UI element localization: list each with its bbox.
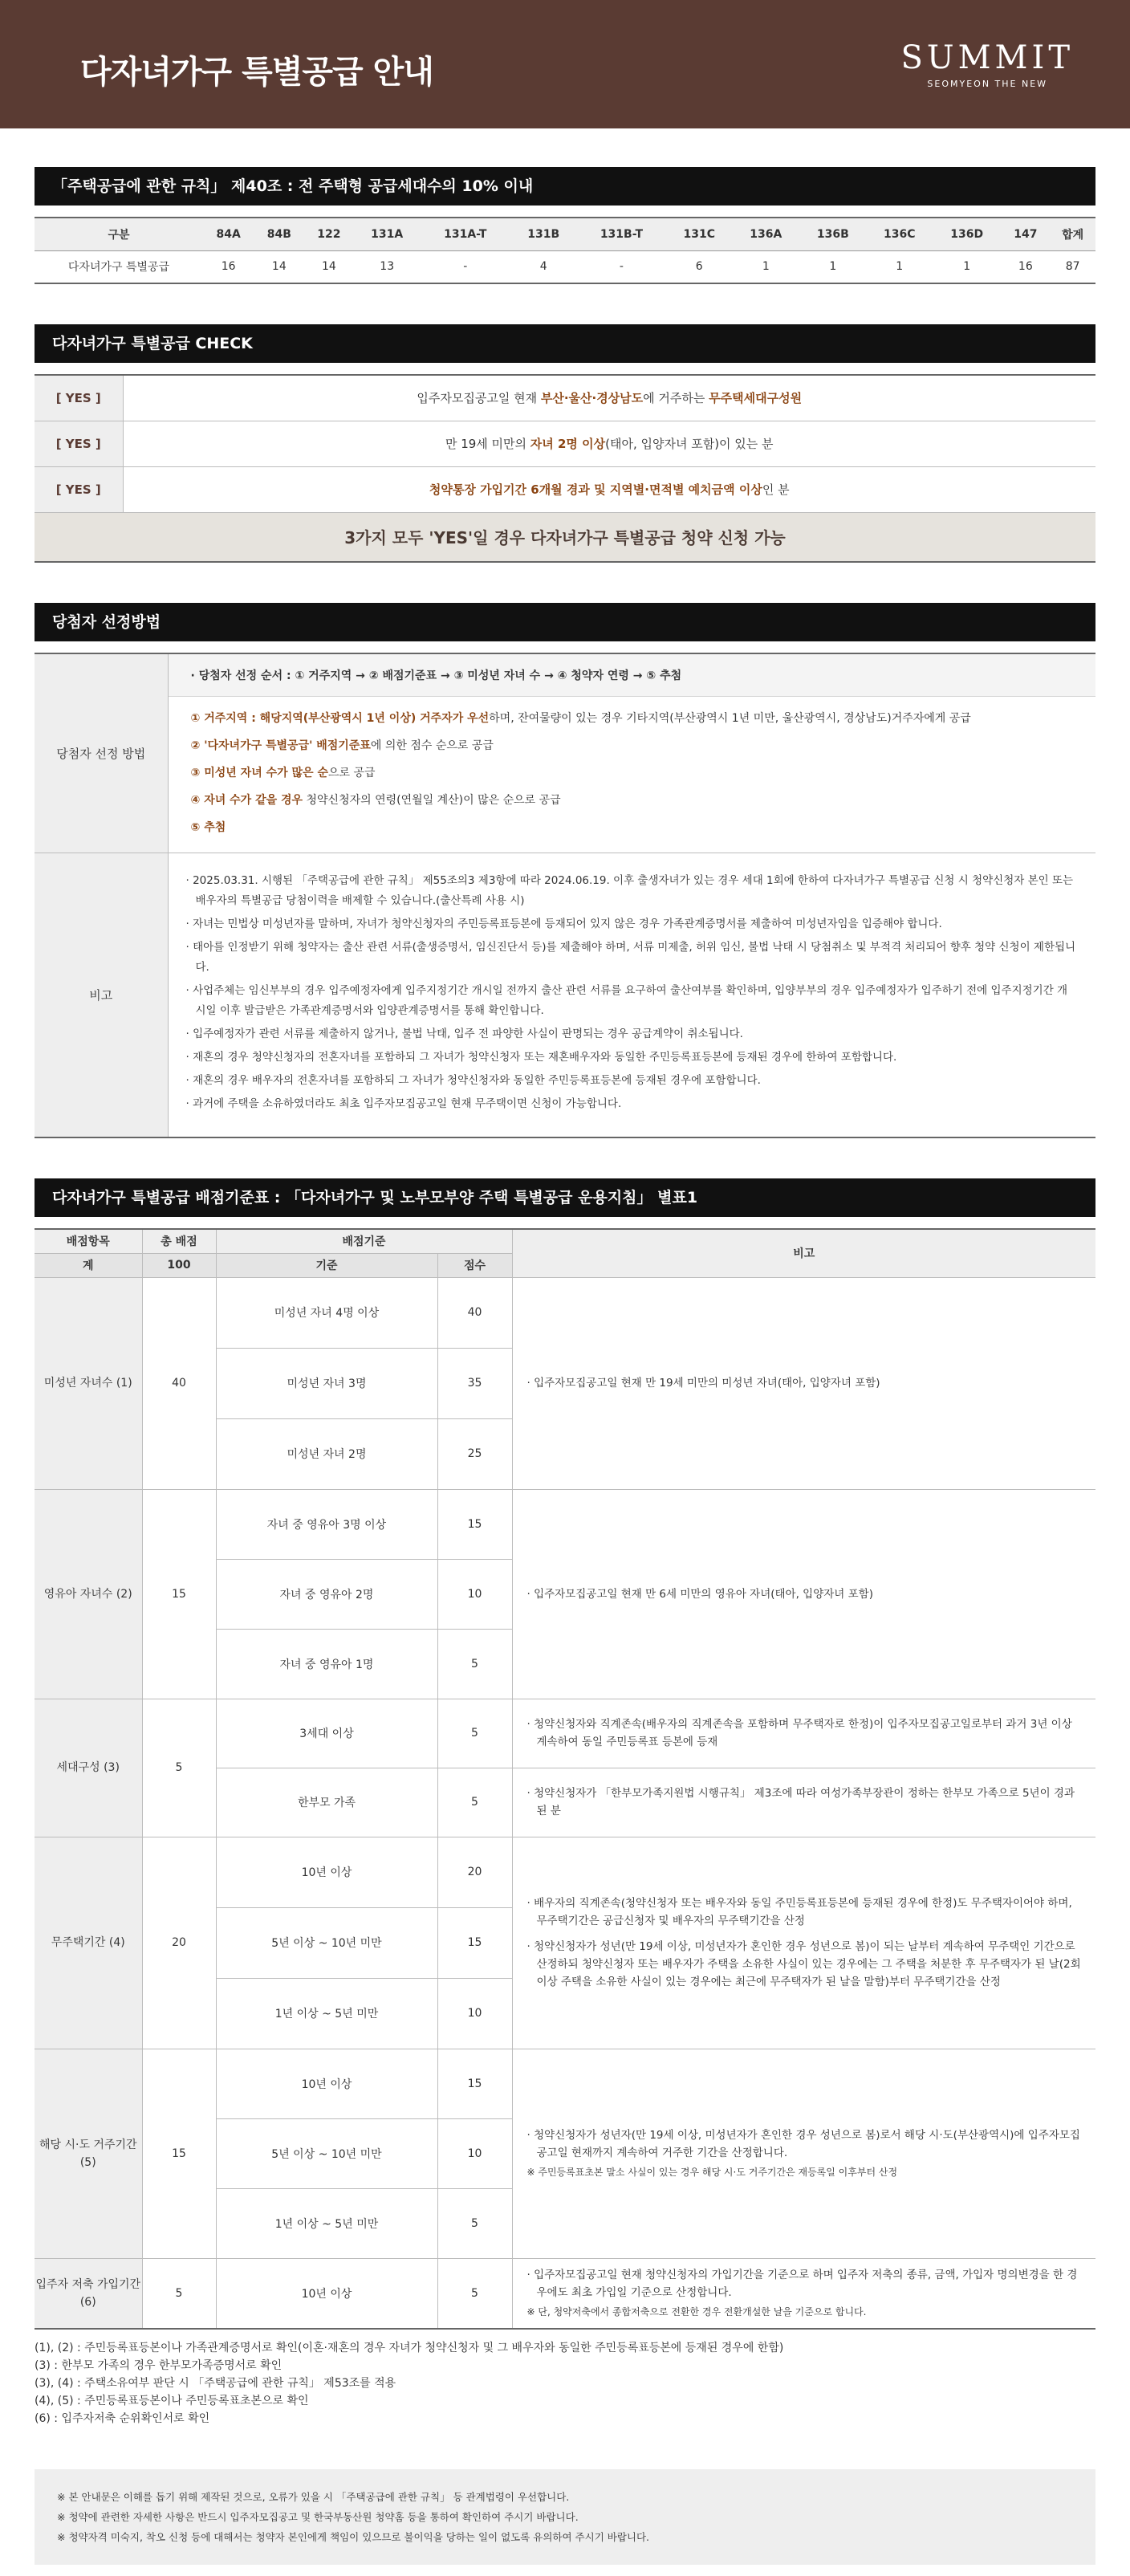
- table-header-cell: 합계: [1050, 218, 1095, 250]
- footnote: (6) : 입주자저축 순위확인서로 확인: [35, 2412, 210, 2425]
- table-header-cell: 계: [35, 1253, 142, 1277]
- yes-tag: [ YES ]: [35, 375, 123, 421]
- total-cell: 40: [142, 1277, 216, 1489]
- total-cell: 5: [142, 1699, 216, 1837]
- total-cell: 5: [142, 2258, 216, 2329]
- table-header-cell: 84A: [203, 218, 254, 250]
- table-header-cell: 비고: [512, 1229, 1095, 1277]
- method-table: [35, 653, 1095, 1138]
- footnote: (3) : 한부모 가족의 경우 한부모가족증명서로 확인: [35, 2359, 282, 2372]
- criterion-cell: 10년 이상: [216, 1837, 437, 1907]
- disclaimer-box: [35, 2469, 1095, 2565]
- table-header-cell: 구분: [35, 218, 203, 250]
- table-row: [35, 2049, 1095, 2118]
- yes-tag: [ YES ]: [35, 421, 123, 466]
- supply-header-row: [35, 218, 1095, 250]
- points-cell: 20: [437, 1837, 512, 1907]
- table-row: [35, 653, 1095, 853]
- points-cell: 5: [437, 2188, 512, 2258]
- method-label: 당첨자 선정 방법: [35, 653, 168, 853]
- table-header-cell: 147: [1001, 218, 1050, 250]
- points-cell: 15: [437, 1489, 512, 1559]
- table-row: [35, 1489, 1095, 1559]
- category-cell: 무주택기간 (4): [35, 1837, 142, 2049]
- points-cell: 10: [437, 1559, 512, 1629]
- table-header-cell: 136C: [866, 218, 933, 250]
- table-cell: 1: [933, 250, 1001, 283]
- criterion-cell: 자녀 중 영유아 3명 이상: [216, 1489, 437, 1559]
- note-item: · 자녀는 민법상 미성년자를 말하며, 자녀가 청약신청자의 주민등록표등본에 등재되어 있지 않은 경우 가족관계증명서를 제출하여 미성년자임을 입증해야 합니다.: [185, 918, 942, 930]
- table-header-cell: 총 배점: [142, 1229, 216, 1253]
- criterion-cell: 1년 이상 ~ 5년 미만: [216, 2188, 437, 2258]
- category-cell: 세대구성 (3): [35, 1699, 142, 1837]
- note-item: · 사업주체는 임신부부의 경우 입주예정자에게 입주지정기간 개시일 전까지 출산 관련 서류를 요구하여 출산여부를 확인하며, 입양부부의 경우 입주예정자가 입주하기 전에 입주지정기간 개시일 이후 발급받은 가족관계증명서와 입양관계증명서를 통해 확인합니다.: [185, 984, 1068, 1017]
- table-header-cell: 배점항목: [35, 1229, 142, 1253]
- table-row: [35, 250, 1095, 283]
- list-item: ③ 미성년 자녀 수가 많은 순으로 공급: [190, 767, 376, 779]
- brand-subtitle: SEOMYEON THE NEW: [927, 79, 1048, 89]
- criterion-cell: 10년 이상: [216, 2049, 437, 2118]
- table-cell: 1: [866, 250, 933, 283]
- yes-tag: [ YES ]: [35, 466, 123, 512]
- list-item: ④ 자녀 수가 같을 경우 청약신청자의 연령(연월일 계산)이 많은 순으로 공급: [190, 794, 561, 807]
- check-section-title: 다자녀가구 특별공급 CHECK: [35, 324, 1095, 363]
- criterion-cell: 10년 이상: [216, 2258, 437, 2329]
- points-cell: 15: [437, 2049, 512, 2118]
- method-section-title: 당첨자 선정방법: [35, 603, 1095, 641]
- table-header-cell: 136D: [933, 218, 1001, 250]
- table-cell: 6: [666, 250, 733, 283]
- criterion-cell: 한부모 가족: [216, 1768, 437, 1837]
- total-cell: 15: [142, 2049, 216, 2258]
- table-cell: -: [577, 250, 666, 283]
- total-cell: 15: [142, 1489, 216, 1699]
- points-cell: 10: [437, 2118, 512, 2188]
- score-section-title: 다자녀가구 특별공급 배점기준표 : 「다자녀가구 및 노부모부양 주택 특별공급 운용지침」 별표1: [35, 1178, 1095, 1217]
- note-cell: · 청약신청자가 「한부모가족지원법 시행규칙」 제3조에 따라 여성가족부장관이 정하는 한부모 가족으로 5년이 경과된 분: [512, 1768, 1095, 1837]
- points-cell: 5: [437, 1699, 512, 1768]
- disclaimer-line: ※ 청약에 관련한 자세한 사항은 반드시 입주자모집공고 및 한국부동산원 청약홈 등을 통하여 확인하여 주시기 바랍니다.: [57, 2511, 579, 2523]
- points-cell: 25: [437, 1418, 512, 1489]
- table-cell: 다자녀가구 특별공급: [35, 250, 203, 283]
- points-cell: 15: [437, 1907, 512, 1978]
- brand-logo: [900, 40, 1074, 89]
- page-title: 다자녀가구 특별공급 안내: [80, 54, 433, 91]
- list-item: ② '다자녀가구 특별공급' 배점기준표에 의한 점수 순으로 공급: [190, 739, 494, 752]
- criterion-cell: 자녀 중 영유아 1명: [216, 1629, 437, 1699]
- check-criterion: 입주자모집공고일 현재 부산·울산·경상남도에 거주하는 무주택세대구성원: [123, 375, 1095, 421]
- score-footnotes: [35, 2339, 1095, 2427]
- table-row: [35, 512, 1095, 562]
- table-cell: 1: [799, 250, 866, 283]
- list-item: ⑤ 추첨: [190, 821, 226, 834]
- criterion-cell: 1년 이상 ~ 5년 미만: [216, 1978, 437, 2049]
- table-header-cell: 기준: [216, 1253, 437, 1277]
- criterion-cell: 5년 이상 ~ 10년 미만: [216, 2118, 437, 2188]
- note-item: · 과거에 주택을 소유하였더라도 최초 입주자모집공고일 현재 무주택이면 신청이 가능합니다.: [185, 1097, 622, 1110]
- note-cell: · 입주자모집공고일 현재 만 6세 미만의 영유아 자녀(태아, 입양자녀 포함): [512, 1489, 1095, 1699]
- table-cell: 16: [1001, 250, 1050, 283]
- table-header-cell: 136B: [799, 218, 866, 250]
- criterion-cell: 미성년 자녀 3명: [216, 1348, 437, 1418]
- points-cell: 5: [437, 2258, 512, 2329]
- table-header-cell: 점수: [437, 1253, 512, 1277]
- table-cell: 14: [254, 250, 304, 283]
- points-cell: 35: [437, 1348, 512, 1418]
- table-cell: -: [421, 250, 510, 283]
- table-header-cell: 100: [142, 1253, 216, 1277]
- supply-table: [35, 217, 1095, 284]
- table-header-cell: 122: [304, 218, 353, 250]
- table-header-cell: 131B-T: [577, 218, 666, 250]
- table-cell: 4: [510, 250, 577, 283]
- page-header: [0, 0, 1130, 128]
- table-row: [35, 2258, 1095, 2329]
- points-cell: 5: [437, 1768, 512, 1837]
- category-cell: 영유아 자녀수 (2): [35, 1489, 142, 1699]
- table-header-cell: 131B: [510, 218, 577, 250]
- criterion-cell: 미성년 자녀 2명: [216, 1418, 437, 1489]
- points-cell: 5: [437, 1629, 512, 1699]
- score-table: [35, 1228, 1095, 2330]
- score-header-row: [35, 1229, 1095, 1253]
- note-item: · 재혼의 경우 청약신청자의 전혼자녀를 포함하되 그 자녀가 청약신청자 또는 재혼배우자와 동일한 주민등록표등본에 등재된 경우에 한하여 포함합니다.: [185, 1051, 897, 1064]
- points-cell: 10: [437, 1978, 512, 2049]
- table-header-cell: 84B: [254, 218, 304, 250]
- method-content: [168, 653, 1095, 853]
- category-cell: 입주자 저축 가입기간 (6): [35, 2258, 142, 2329]
- table-row: [35, 466, 1095, 512]
- criterion-cell: 미성년 자녀 4명 이상: [216, 1277, 437, 1348]
- table-cell: 13: [353, 250, 421, 283]
- table-header-cell: 131A-T: [421, 218, 510, 250]
- note-cell: · 입주자모집공고일 현재 청약신청자의 가입기간을 기준으로 하며 입주자 저축의 종류, 금액, 가입자 명의변경을 한 경우에도 최초 가입일 기준으로 산정합니다. ※ 단, 청약저축에서 종합저축으로 전환한 경우 전환개설한 날을 기준으로 합니다.: [512, 2258, 1095, 2329]
- check-criterion: 청약통장 가입기간 6개월 경과 및 지역별·면적별 예치금액 이상인 분: [123, 466, 1095, 512]
- table-row: [35, 1699, 1095, 1768]
- table-row: [35, 1837, 1095, 1907]
- points-cell: 40: [437, 1277, 512, 1348]
- notes-content: [168, 853, 1095, 1138]
- footnote: (1), (2) : 주민등록표등본이나 가족관계증명서로 확인(이혼·재혼의 경우 자녀가 청약신청자 및 그 배우자와 동일한 주민등록표등본에 등재된 경우에 한함): [35, 2342, 784, 2354]
- check-summary: 3가지 모두 'YES'일 경우 다자녀가구 특별공급 청약 신청 가능: [35, 512, 1095, 562]
- table-row: [35, 375, 1095, 421]
- disclaimer-line: ※ 본 안내문은 이해를 돕기 위해 제작된 것으로, 오류가 있을 시 「주택공급에 관한 규칙」 등 관계법령이 우선합니다.: [57, 2491, 570, 2503]
- criterion-cell: 5년 이상 ~ 10년 미만: [216, 1907, 437, 1978]
- category-cell: 미성년 자녀수 (1): [35, 1277, 142, 1489]
- note-item: · 재혼의 경우 배우자의 전혼자녀를 포함하되 그 자녀가 청약신청자와 동일한 주민등록표등본에 등재된 경우에 포함합니다.: [185, 1074, 761, 1087]
- total-cell: 20: [142, 1837, 216, 2049]
- note-item: · 입주예정자가 관련 서류를 제출하지 않거나, 불법 낙태, 입주 전 파양한 사실이 판명되는 경우 공급계약이 취소됩니다.: [185, 1028, 743, 1040]
- footnote: (4), (5) : 주민등록표등본이나 주민등록표초본으로 확인: [35, 2395, 309, 2407]
- table-header-cell: 131A: [353, 218, 421, 250]
- brand-name: SUMMIT: [900, 39, 1074, 76]
- table-cell: 87: [1050, 250, 1095, 283]
- note-cell: · 입주자모집공고일 현재 만 19세 미만의 미성년 자녀(태아, 입양자녀 포함): [512, 1277, 1095, 1489]
- table-header-cell: 배점기준: [216, 1229, 512, 1253]
- table-cell: 14: [304, 250, 353, 283]
- note-cell: · 청약신청자가 성년자(만 19세 이상, 미성년자가 혼인한 경우 성년으로 봄)로서 해당 시·도(부산광역시)에 입주자모집공고일 현재까지 계속하여 거주한 기간을 산정합니다. ※ 주민등록표초본 말소 사실이 있는 경우 해당 시·도 거주기간은 재등록일 이후부터 산정: [512, 2049, 1095, 2258]
- note-cell: · 배우자의 직계존속(청약신청자 또는 배우자와 동일 주민등록표등본에 등재된 경우에 한정)도 무주택자이어야 하며, 무주택기간은 공급신청자 및 배우자의 무주택기간을 산정 · 청약신청자가 성년(만 19세 이상, 미성년자가 혼인한 경우 성년으로 봄)이 되는 날부터 계속하여 무주택인 기간으로 산정하되 청약신청자 또는 배우자가 주택을 소유한 사실이 있는 경우에는 그 주택을 처분한 후 무주택자가 된 날(2회 이상 주택을 소유한 사실이 있는 경우에는 최근에 무주택자가 된 날을 말함)부터 무주택기간을 산정: [512, 1837, 1095, 2049]
- table-row: [35, 421, 1095, 466]
- table-header-cell: 136A: [732, 218, 799, 250]
- note-item: · 2025.03.31. 시행된 「주택공급에 관한 규칙」 제55조의3 제3항에 따라 2024.06.19. 이후 출생자녀가 있는 경우 세대 1회에 한하여 다자녀가구 특별공급 신청 시 청약신청자 본인 또는 배우자의 특별공급 당첨이력을 배제할 수 있습니다.(출산특례 사용 시): [185, 874, 1074, 907]
- note-item: · 태아를 인정받기 위해 청약자는 출산 관련 서류(출생증명서, 임신진단서 등)를 제출해야 하며, 서류 미제출, 허위 임신, 불법 낙태 시 당첨취소 및 부적격 처리되어 향후 청약 신청이 제한됩니다.: [185, 941, 1076, 974]
- category-cell: 해당 시·도 거주기간 (5): [35, 2049, 142, 2258]
- table-row: [35, 853, 1095, 1138]
- check-criterion: 만 19세 미만의 자녀 2명 이상(태아, 입양자녀 포함)이 있는 분: [123, 421, 1095, 466]
- table-row: [35, 1277, 1095, 1348]
- table-cell: 1: [732, 250, 799, 283]
- disclaimer-line: ※ 청약자격 미숙지, 착오 신청 등에 대해서는 청약자 본인에게 책임이 있으므로 불이익을 당하는 일이 없도록 유의하여 주시기 바랍니다.: [57, 2531, 650, 2543]
- list-item: ① 거주지역 : 해당지역(부산광역시 1년 이상) 거주자가 우선하며, 잔여물량이 있는 경우 기타지역(부산광역시 1년 미만, 울산광역시, 경상남도)거주자에게 공급: [190, 712, 971, 725]
- table-cell: 16: [203, 250, 254, 283]
- footnote: (3), (4) : 주택소유여부 판단 시 「주택공급에 관한 규칙」 제53조를 적용: [35, 2377, 396, 2390]
- criterion-cell: 3세대 이상: [216, 1699, 437, 1768]
- note-cell: · 청약신청자와 직계존속(배우자의 직계존속을 포함하며 무주택자로 한정)이 입주자모집공고일로부터 과거 3년 이상 계속하여 동일 주민등록표 등본에 등재: [512, 1699, 1095, 1768]
- check-table: [35, 374, 1095, 563]
- supply-section-title: 「주택공급에 관한 규칙」 제40조 : 전 주택형 공급세대수의 10% 이내: [35, 167, 1095, 206]
- table-header-cell: 131C: [666, 218, 733, 250]
- selection-order: · 당첨자 선정 순서 : ① 거주지역 → ② 배점기준표 → ③ 미성년 자녀 수 → ④ 청약자 연령 → ⑤ 추첨: [169, 654, 1096, 697]
- notes-label: 비고: [35, 853, 168, 1138]
- criterion-cell: 자녀 중 영유아 2명: [216, 1559, 437, 1629]
